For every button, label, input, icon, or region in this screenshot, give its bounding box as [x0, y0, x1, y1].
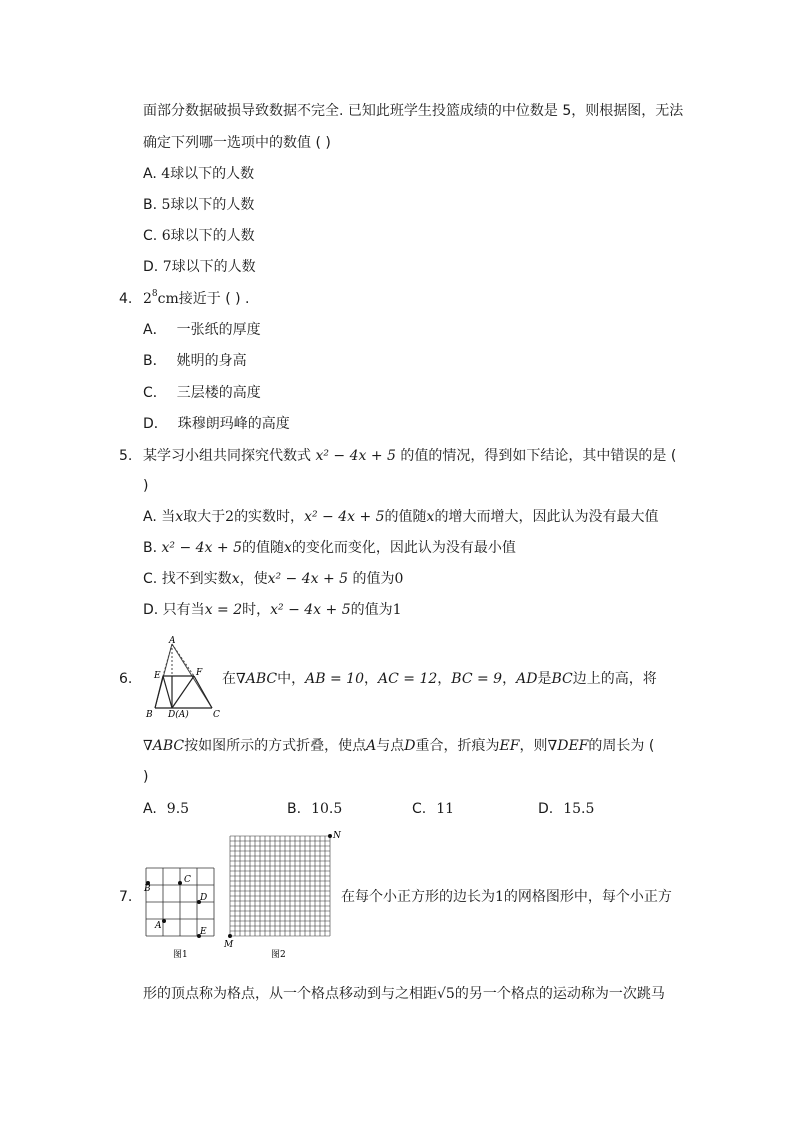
- q5-expression: x² − 4x + 5: [315, 448, 396, 464]
- q6-stem-line1: 在∇ABC中，AB = 10，AC = 12，BC = 9，AD是BC边上的高，将: [222, 671, 657, 687]
- q3-option-d[interactable]: D. 7球以下的人数: [143, 259, 256, 275]
- fig1-label-b: B: [144, 884, 151, 894]
- q4-option-c[interactable]: C． 三层楼的高度: [143, 385, 261, 401]
- fig1-caption: 图1: [173, 950, 188, 960]
- fig1-label-e: E: [200, 927, 207, 937]
- q5-option-c[interactable]: C. 找不到实数x，使x² − 4x + 5 的值为0: [143, 571, 404, 587]
- q6-stem-line2: ∇ABC按如图所示的方式折叠，使点A与点D重合，折痕为EF，则∇DEF的周长为 (: [143, 738, 655, 754]
- q6-option-c[interactable]: C. 11: [412, 801, 455, 817]
- label-f: F: [196, 668, 203, 678]
- side-fc: [194, 676, 212, 708]
- q4-number: 4.: [119, 291, 133, 307]
- q4-option-b[interactable]: B． 姚明的身高: [143, 353, 247, 369]
- dashed-ae: [163, 644, 172, 676]
- label-e: E: [154, 671, 161, 681]
- q7-figure2: [222, 828, 342, 962]
- q6-triangle-figure: [140, 634, 226, 720]
- label-b: B: [146, 710, 153, 720]
- label-c: C: [213, 710, 220, 720]
- q7-stem-line1: 在每个小正方形的边长为1的网格图形中，每个小正方: [341, 889, 672, 905]
- sqrt-five: √5: [437, 986, 455, 1002]
- q6-option-a[interactable]: A. 9.5: [143, 801, 190, 817]
- fig1-label-d: D: [200, 893, 208, 903]
- fig2-point-n: [328, 834, 332, 838]
- q3-option-b[interactable]: B. 5球以下的人数: [143, 197, 255, 213]
- fig2-label-m: M: [224, 940, 234, 950]
- q6-option-d[interactable]: D. 15.5: [538, 801, 595, 817]
- figure2-grid: [230, 836, 330, 936]
- fig2-caption: 图2: [271, 950, 286, 960]
- q7-figure1: [140, 862, 222, 962]
- q4-option-d[interactable]: D． 珠穆朗玛峰的高度: [143, 416, 290, 432]
- q6-stem-close: ): [143, 769, 149, 785]
- fig2-label-n: N: [333, 831, 341, 841]
- q5-stem-close: ): [143, 478, 149, 494]
- q5-option-d[interactable]: D. 只有当x = 2时，x² − 4x + 5的值为1: [143, 602, 402, 618]
- segment-ed: [163, 676, 172, 708]
- q3-stem-line1: 面部分数据破损导致数据不完全. 已知此班学生投篮成绩的中位数是 5，则根据图，无法: [143, 103, 684, 119]
- fig1-point-a: [162, 919, 166, 923]
- q6-number: 6.: [119, 671, 133, 687]
- q5-number: 5.: [119, 448, 133, 464]
- label-a: A: [169, 636, 176, 646]
- q3-option-a[interactable]: A. 4球以下的人数: [143, 166, 255, 182]
- q4-option-a[interactable]: A． 一张纸的厚度: [143, 322, 261, 338]
- fig2-point-m: [228, 934, 232, 938]
- q3-stem-line2: 确定下列哪一选项中的数值 ( ): [143, 135, 331, 151]
- q6-option-b[interactable]: B. 10.5: [287, 801, 343, 817]
- dashed-af: [172, 644, 194, 676]
- q5-option-b[interactable]: B. x² − 4x + 5的值随x的变化而变化，因此认为没有最小值: [143, 540, 516, 556]
- q3-option-c[interactable]: C. 6球以下的人数: [143, 228, 255, 244]
- label-d: D(A): [168, 710, 189, 720]
- q5-stem: 某学习小组共同探究代数式 x² − 4x + 5 的值的情况，得到如下结论，其中错误的是 (: [143, 448, 677, 464]
- fig1-point-c: [178, 881, 182, 885]
- q7-number: 7.: [119, 889, 133, 905]
- fig1-label-c: C: [184, 875, 191, 885]
- q7-stem-line2: 形的顶点称为格点，从一个格点移动到与之相距√5的另一个格点的运动称为一次跳马: [143, 986, 665, 1002]
- q5-option-a[interactable]: A. 当x取大于2的实数时，x² − 4x + 5的值随x的增大而增大，因此认为没有最大值: [143, 509, 659, 525]
- fig1-label-a: A: [155, 921, 162, 931]
- q4-stem: $2^8cm$接近于 ( ) .: [143, 289, 250, 307]
- segment-fd: [172, 676, 194, 708]
